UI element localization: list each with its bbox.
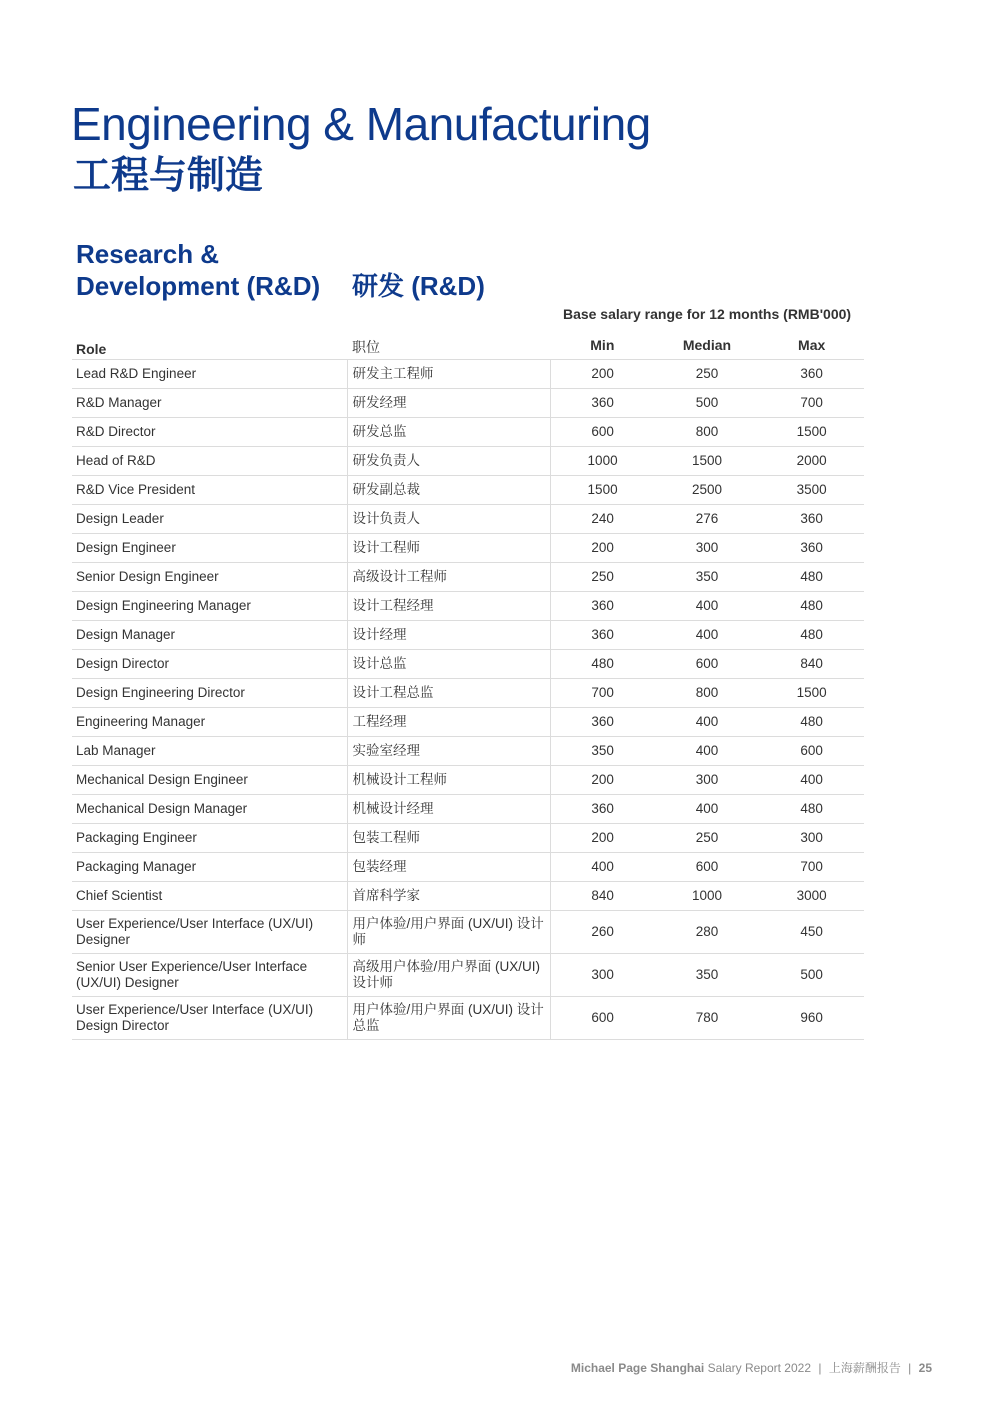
- salary-range-caption: Base salary range for 12 months (RMB'000): [562, 306, 852, 322]
- min-cell: 300: [550, 954, 655, 997]
- role-cn-cell: 实验室经理: [347, 737, 550, 766]
- table-row: [72, 795, 864, 824]
- max-cell: 1500: [759, 418, 864, 447]
- table-row: [72, 563, 864, 592]
- role-cn-cell: 用户体验/用户界面 (UX/UI) 设计师: [347, 911, 550, 954]
- role-cn-cell: 研发总监: [347, 418, 550, 447]
- page-footer: [571, 1359, 932, 1376]
- median-cell: 600: [655, 853, 760, 882]
- median-cell: 300: [655, 766, 760, 795]
- role-cn-cell: 设计总监: [347, 650, 550, 679]
- min-cell: 240: [550, 505, 655, 534]
- median-cell: 1500: [655, 447, 760, 476]
- column-header-role: Role: [72, 330, 347, 360]
- role-cn-cell: 研发经理: [347, 389, 550, 418]
- table-row: [72, 592, 864, 621]
- min-cell: 360: [550, 592, 655, 621]
- min-cell: 260: [550, 911, 655, 954]
- table-row: [72, 911, 864, 954]
- salary-table-body: [72, 360, 864, 1040]
- role-cn-cell: 研发主工程师: [347, 360, 550, 389]
- median-cell: 300: [655, 534, 760, 563]
- role-cn-cell: 设计工程总监: [347, 679, 550, 708]
- role-cell: Packaging Manager: [72, 853, 347, 882]
- table-row: [72, 882, 864, 911]
- role-cell: User Experience/User Interface (UX/UI) Design Director: [72, 997, 347, 1040]
- column-header-min: Min: [550, 330, 655, 360]
- table-header-row: [72, 330, 864, 360]
- role-cell: Design Engineering Manager: [72, 592, 347, 621]
- median-cell: 350: [655, 563, 760, 592]
- role-cell: Lab Manager: [72, 737, 347, 766]
- role-cell: R&D Vice President: [72, 476, 347, 505]
- table-row: [72, 954, 864, 997]
- min-cell: 840: [550, 882, 655, 911]
- role-cell: User Experience/User Interface (UX/UI) Designer: [72, 911, 347, 954]
- page-number: 25: [918, 1361, 932, 1375]
- role-cell: Design Leader: [72, 505, 347, 534]
- role-cell: R&D Manager: [72, 389, 347, 418]
- table-row: [72, 476, 864, 505]
- table-row: [72, 853, 864, 882]
- median-cell: 250: [655, 824, 760, 853]
- max-cell: 360: [759, 534, 864, 563]
- page-title: Engineering & Manufacturing: [71, 98, 651, 150]
- table-row: [72, 650, 864, 679]
- role-cn-cell: 首席科学家: [347, 882, 550, 911]
- role-cell: Design Manager: [72, 621, 347, 650]
- role-cell: Engineering Manager: [72, 708, 347, 737]
- min-cell: 1500: [550, 476, 655, 505]
- max-cell: 480: [759, 795, 864, 824]
- table-row: [72, 389, 864, 418]
- min-cell: 250: [550, 563, 655, 592]
- role-cell: Lead R&D Engineer: [72, 360, 347, 389]
- min-cell: 360: [550, 389, 655, 418]
- min-cell: 480: [550, 650, 655, 679]
- median-cell: 400: [655, 737, 760, 766]
- median-cell: 600: [655, 650, 760, 679]
- median-cell: 400: [655, 708, 760, 737]
- role-cn-cell: 研发副总裁: [347, 476, 550, 505]
- role-cell: Chief Scientist: [72, 882, 347, 911]
- max-cell: 960: [759, 997, 864, 1040]
- table-row: [72, 997, 864, 1040]
- max-cell: 360: [759, 360, 864, 389]
- role-cn-cell: 工程经理: [347, 708, 550, 737]
- max-cell: 360: [759, 505, 864, 534]
- max-cell: 2000: [759, 447, 864, 476]
- min-cell: 350: [550, 737, 655, 766]
- salary-table: [72, 330, 864, 1040]
- table-row: [72, 418, 864, 447]
- max-cell: 1500: [759, 679, 864, 708]
- max-cell: 400: [759, 766, 864, 795]
- section-title-cn: 研发 (R&D): [352, 271, 485, 301]
- max-cell: 300: [759, 824, 864, 853]
- median-cell: 800: [655, 679, 760, 708]
- table-row: [72, 621, 864, 650]
- role-cn-cell: 设计负责人: [347, 505, 550, 534]
- role-cn-cell: 高级用户体验/用户界面 (UX/UI) 设计师: [347, 954, 550, 997]
- max-cell: 480: [759, 592, 864, 621]
- max-cell: 600: [759, 737, 864, 766]
- min-cell: 700: [550, 679, 655, 708]
- page-title-cn: 工程与制造: [73, 155, 264, 197]
- role-cn-cell: 包装经理: [347, 853, 550, 882]
- min-cell: 200: [550, 534, 655, 563]
- table-row: [72, 708, 864, 737]
- table-row: [72, 737, 864, 766]
- role-cn-cell: 机械设计工程师: [347, 766, 550, 795]
- min-cell: 600: [550, 997, 655, 1040]
- median-cell: 250: [655, 360, 760, 389]
- role-cn-cell: 用户体验/用户界面 (UX/UI) 设计总监: [347, 997, 550, 1040]
- table-row: [72, 766, 864, 795]
- table-row: [72, 505, 864, 534]
- role-cell: Design Engineer: [72, 534, 347, 563]
- table-row: [72, 534, 864, 563]
- max-cell: 480: [759, 563, 864, 592]
- max-cell: 480: [759, 708, 864, 737]
- column-header-role-cn: 职位: [347, 330, 550, 360]
- min-cell: 360: [550, 795, 655, 824]
- footer-report-cn: 上海薪酬报告: [828, 1361, 901, 1375]
- max-cell: 3000: [759, 882, 864, 911]
- max-cell: 450: [759, 911, 864, 954]
- median-cell: 500: [655, 389, 760, 418]
- max-cell: 500: [759, 954, 864, 997]
- median-cell: 400: [655, 621, 760, 650]
- median-cell: 800: [655, 418, 760, 447]
- role-cn-cell: 设计经理: [347, 621, 550, 650]
- role-cell: R&D Director: [72, 418, 347, 447]
- median-cell: 400: [655, 795, 760, 824]
- table-row: [72, 447, 864, 476]
- table-row: [72, 824, 864, 853]
- section-title: Research & Development (R&D): [76, 239, 321, 301]
- footer-separator: |: [908, 1361, 912, 1375]
- role-cn-cell: 设计工程师: [347, 534, 550, 563]
- max-cell: 3500: [759, 476, 864, 505]
- max-cell: 700: [759, 389, 864, 418]
- column-header-median: Median: [655, 330, 760, 360]
- min-cell: 600: [550, 418, 655, 447]
- min-cell: 200: [550, 766, 655, 795]
- role-cell: Design Director: [72, 650, 347, 679]
- min-cell: 360: [550, 708, 655, 737]
- role-cn-cell: 研发负责人: [347, 447, 550, 476]
- role-cn-cell: 高级设计工程师: [347, 563, 550, 592]
- table-row: [72, 679, 864, 708]
- role-cell: Head of R&D: [72, 447, 347, 476]
- min-cell: 1000: [550, 447, 655, 476]
- median-cell: 280: [655, 911, 760, 954]
- max-cell: 840: [759, 650, 864, 679]
- role-cell: Design Engineering Director: [72, 679, 347, 708]
- median-cell: 400: [655, 592, 760, 621]
- role-cell: Senior User Experience/User Interface (UX/UI) Designer: [72, 954, 347, 997]
- footer-report: Salary Report 2022: [707, 1361, 811, 1375]
- role-cn-cell: 机械设计经理: [347, 795, 550, 824]
- footer-brand: Michael Page Shanghai: [570, 1361, 705, 1375]
- role-cell: Packaging Engineer: [72, 824, 347, 853]
- role-cn-cell: 包装工程师: [347, 824, 550, 853]
- median-cell: 2500: [655, 476, 760, 505]
- table-row: [72, 360, 864, 389]
- min-cell: 200: [550, 824, 655, 853]
- median-cell: 780: [655, 997, 760, 1040]
- footer-separator: |: [818, 1361, 822, 1375]
- column-header-max: Max: [759, 330, 864, 360]
- max-cell: 700: [759, 853, 864, 882]
- max-cell: 480: [759, 621, 864, 650]
- role-cell: Mechanical Design Manager: [72, 795, 347, 824]
- min-cell: 400: [550, 853, 655, 882]
- role-cell: Senior Design Engineer: [72, 563, 347, 592]
- min-cell: 200: [550, 360, 655, 389]
- median-cell: 1000: [655, 882, 760, 911]
- min-cell: 360: [550, 621, 655, 650]
- median-cell: 350: [655, 954, 760, 997]
- median-cell: 276: [655, 505, 760, 534]
- role-cn-cell: 设计工程经理: [347, 592, 550, 621]
- role-cell: Mechanical Design Engineer: [72, 766, 347, 795]
